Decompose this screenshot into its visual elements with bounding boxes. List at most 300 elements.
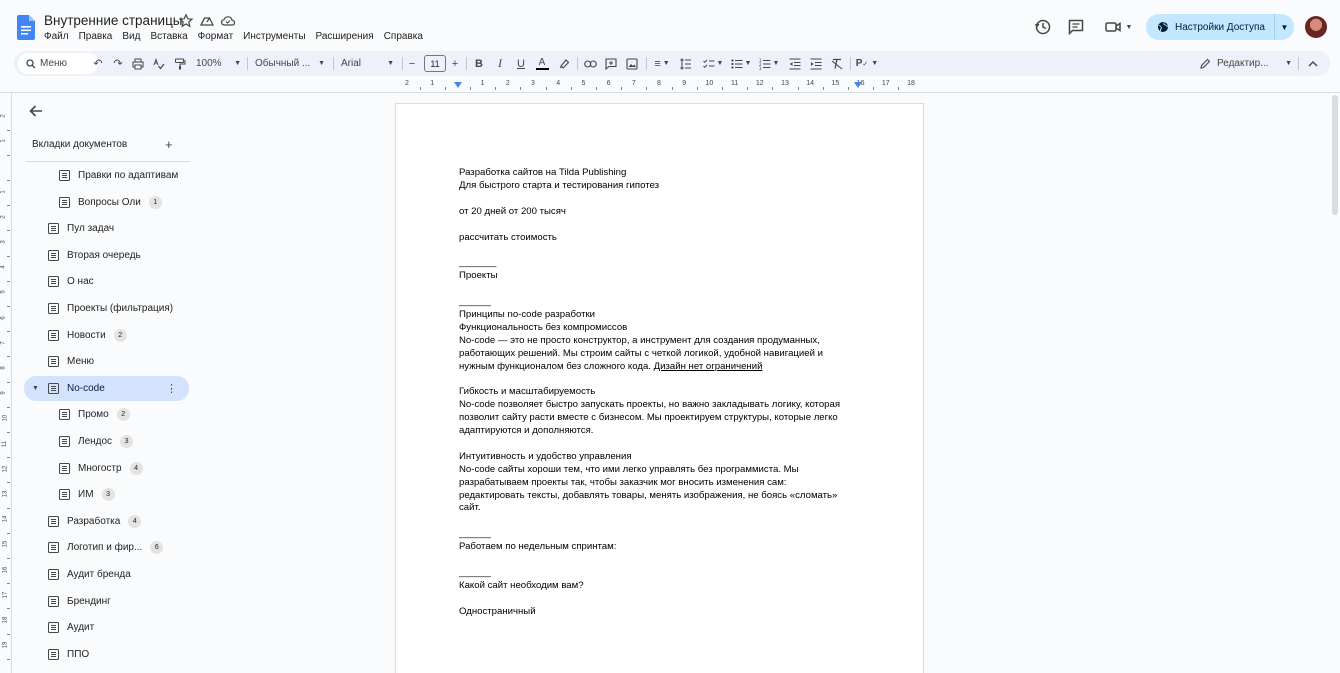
svg-text:2: 2 (758, 61, 762, 67)
toolbar-divider (646, 57, 647, 70)
vruler-number: 2 (0, 114, 7, 118)
toolbar-divider (577, 57, 578, 70)
vertical-ruler[interactable] (0, 93, 12, 673)
document-paragraph[interactable] (459, 490, 859, 503)
document-paragraph[interactable] (459, 232, 859, 245)
subtab-count-badge: 2 (117, 408, 130, 421)
ruler-number: 1 (430, 80, 435, 87)
vruler-tick (7, 331, 10, 332)
empty-paragraph[interactable] (459, 515, 859, 528)
collapse-menus-icon[interactable] (1306, 55, 1320, 72)
toolbar-divider (333, 57, 334, 70)
paragraph-text: Функциональность без компромиссов (459, 321, 628, 333)
ruler-number: 8 (657, 80, 661, 87)
vruler-tick (7, 155, 10, 156)
decrease-indent-icon[interactable] (788, 55, 802, 72)
vruler-tick (7, 583, 10, 584)
document-paragraph[interactable] (459, 257, 859, 270)
vruler-tick (7, 205, 10, 206)
vruler-tick (7, 281, 10, 282)
paragraph-text: Гибкость и масштабируемость (459, 386, 596, 398)
tab-options-icon[interactable]: ⋮ (166, 382, 177, 395)
document-tab-icon (48, 223, 59, 234)
document-paragraph[interactable] (459, 541, 859, 554)
font-select[interactable] (341, 55, 394, 72)
move-to-drive-icon[interactable] (199, 13, 215, 29)
editing-mode-label: Редактир... (1217, 58, 1269, 69)
tab-item[interactable] (24, 509, 189, 534)
paragraph-text: No-code позволяет быстро запускать проекты, но важно закладывать логику, которая (459, 399, 841, 411)
toolbar-divider (1298, 57, 1299, 70)
vruler-tick (7, 659, 10, 660)
document-tab-icon (48, 250, 59, 261)
vruler-tick (7, 533, 10, 534)
document-tab-icon (59, 489, 70, 500)
ruler-number: 15 (831, 80, 840, 87)
ruler-tick (798, 87, 799, 90)
add-tab-icon[interactable]: + (165, 137, 173, 152)
tab-item-label: No-code (67, 382, 105, 394)
document-tab-icon (59, 197, 70, 208)
font-caret-icon: ▼ (387, 60, 394, 67)
ruler-number: 4 (556, 80, 561, 87)
vruler-number: 13 (2, 490, 9, 498)
menu-file[interactable]: Файл (44, 31, 69, 42)
print-icon[interactable] (131, 55, 145, 72)
vruler-tick (7, 508, 10, 509)
ruler-number: 7 (631, 80, 636, 87)
paragraph-text: нужным функционалом без сложного кода. (459, 360, 654, 372)
vruler-number: 8 (0, 366, 7, 370)
vruler-number: 7 (0, 341, 7, 345)
vruler-number: 1 (0, 139, 7, 143)
italic-icon[interactable]: I (498, 56, 502, 70)
document-paragraph[interactable] (459, 580, 859, 593)
document-tab-icon (48, 516, 59, 527)
menu-help[interactable]: Справка (383, 31, 423, 42)
vruler-tick (7, 306, 10, 307)
paragraph-text: Принципы no-code разработки (459, 308, 596, 320)
ruler-tick (546, 87, 547, 90)
tab-item[interactable] (24, 163, 189, 188)
tabs-divider (26, 161, 190, 162)
empty-paragraph[interactable] (459, 283, 859, 296)
ruler-tick (520, 87, 521, 90)
document-paragraph[interactable] (459, 425, 859, 438)
paragraph-text: Для быстрого старта и тестирования гипотез (459, 179, 660, 191)
meet-dropdown-icon[interactable]: ▼ (1125, 23, 1133, 31)
document-paragraph[interactable] (459, 309, 859, 322)
empty-paragraph[interactable] (459, 193, 859, 206)
document-paragraph[interactable] (459, 528, 859, 541)
tab-item[interactable] (24, 482, 189, 507)
insert-link-icon[interactable] (583, 55, 597, 72)
underline-icon[interactable]: U (517, 57, 525, 70)
tab-item[interactable] (24, 642, 189, 667)
right-indent-marker[interactable] (854, 82, 862, 88)
horizontal-ruler[interactable] (395, 80, 924, 92)
paragraph-text: работающих решений. Мы строим сайты с четкой логикой, удобной навигацией и (459, 347, 823, 359)
vruler-tick (7, 634, 10, 635)
tab-item-label: Аудит бренда (67, 569, 131, 580)
tab-item[interactable] (24, 402, 189, 427)
ruler-tick (722, 87, 723, 90)
comments-icon[interactable] (1065, 16, 1087, 38)
font-size-input[interactable]: 11 (424, 55, 446, 72)
svg-text:1: 1 (758, 57, 762, 63)
document-tab-icon (59, 436, 70, 447)
document-paragraph[interactable] (459, 464, 859, 477)
tab-item[interactable] (24, 269, 189, 294)
editing-mode-caret-icon: ▼ (1285, 60, 1292, 67)
tab-item-label: Логотип и фир... (67, 542, 143, 554)
ruler-number: 16 (856, 80, 865, 87)
vruler-number: 3 (0, 240, 7, 244)
ruler-number: 9 (682, 80, 687, 87)
document-tab-icon (59, 463, 70, 474)
share-label: Настройки Доступа (1175, 21, 1265, 33)
ruler-number: 18 (907, 80, 915, 87)
insert-image-icon[interactable] (625, 55, 639, 72)
vruler-number: 17 (2, 591, 9, 599)
ruler-tick (848, 87, 849, 90)
vruler-number: 10 (2, 415, 9, 422)
clear-formatting-icon[interactable] (830, 55, 844, 72)
ruler-number: 10 (705, 80, 714, 87)
document-paragraph[interactable] (459, 206, 859, 219)
tab-item-label: Вторая очередь (67, 249, 141, 261)
document-link[interactable]: Дизайн нет ограничений (653, 360, 763, 372)
empty-paragraph[interactable] (459, 244, 859, 257)
decrease-font-size-icon[interactable]: − (408, 57, 416, 70)
document-tabs-sidebar (14, 93, 197, 673)
text-color-icon[interactable]: A (534, 55, 550, 72)
ruler-tick (898, 87, 899, 90)
zoom-value: 100% (196, 58, 222, 69)
vruler-number: 18 (2, 616, 9, 624)
toolbar-divider (850, 57, 851, 70)
expand-caret-icon[interactable]: ▼ (32, 384, 39, 392)
vruler-number: 9 (0, 391, 7, 395)
paragraph-text: рассчитать стоимость (459, 231, 557, 243)
empty-paragraph[interactable] (459, 438, 859, 451)
document-tab-icon (48, 622, 59, 633)
ruler-number: 13 (781, 80, 789, 87)
menu-search-input[interactable] (18, 53, 98, 74)
subtab-count-badge: 4 (130, 462, 143, 475)
paragraph-text: от 20 дней от 200 тысяч (459, 205, 566, 217)
document-paragraph[interactable] (459, 502, 859, 515)
ruler-tick (621, 87, 622, 90)
ruler-number: 12 (755, 80, 764, 87)
tab-item-label: Пул задач (67, 223, 115, 235)
share-button[interactable] (1146, 14, 1294, 40)
vruler-number: 1 (0, 189, 7, 194)
toolbar (14, 51, 1330, 76)
paragraph-text: _______ (459, 257, 497, 269)
empty-paragraph[interactable] (459, 593, 859, 606)
tab-item[interactable] (24, 589, 189, 614)
paragraph-text: Проекты (459, 270, 498, 282)
ruler-tick (672, 87, 673, 90)
meet-icon[interactable] (1100, 16, 1136, 38)
vruler-tick (7, 407, 10, 408)
paragraph-text: позволит сайту расти вместе с бизнесом. Мы проектируем структуры, которые легко (459, 412, 838, 424)
font-value: Arial (341, 58, 362, 69)
add-comment-icon[interactable] (604, 55, 618, 72)
tab-item[interactable] (24, 456, 189, 481)
paragraph-text: редактировать тексты, добавлять товары, менять изображения, не боясь «сломать» (459, 489, 838, 501)
spellcheck-icon[interactable] (152, 55, 166, 72)
menu-extensions[interactable]: Расширения (315, 31, 374, 42)
paragraph-text: Разработка сайтов на Tilda Publishing (459, 167, 627, 178)
paragraph-text: Одностраничный (459, 605, 536, 617)
document-tab-icon (48, 596, 59, 607)
cloud-status-icon[interactable] (220, 13, 236, 29)
tab-item[interactable] (24, 296, 189, 321)
vruler-number: 14 (2, 515, 9, 523)
tab-item-label: ИМ (78, 489, 94, 501)
paint-format-icon[interactable] (173, 55, 187, 72)
vruler-tick (7, 230, 10, 231)
document-tab-icon (48, 649, 59, 660)
menu-format[interactable]: Формат (197, 31, 234, 42)
back-arrow-icon[interactable] (28, 103, 44, 119)
ruler-number: 2 (505, 80, 510, 87)
vruler-tick (7, 180, 10, 181)
vruler-number: 5 (0, 290, 7, 295)
ruler-number: 1 (480, 80, 485, 87)
document-body[interactable] (459, 167, 859, 619)
empty-paragraph[interactable] (459, 554, 859, 567)
vruler-tick (7, 256, 10, 257)
document-paragraph[interactable] (459, 606, 859, 619)
vruler-tick (7, 432, 10, 433)
document-tab-icon (48, 383, 59, 394)
subtab-count-badge: 3 (102, 488, 115, 501)
paragraph-text: Интуитивность и удобство управления (459, 450, 632, 462)
document-paragraph[interactable] (459, 348, 859, 361)
subtab-count-badge: 4 (128, 515, 141, 528)
version-history-icon[interactable] (1032, 16, 1054, 38)
tab-item-label: Аудит (67, 622, 95, 634)
star-icon[interactable] (178, 13, 194, 29)
vruler-number: 4 (0, 265, 7, 269)
paragraph-style-value: Обычный ... (255, 58, 311, 69)
account-avatar[interactable] (1305, 16, 1327, 38)
vruler-tick (7, 558, 10, 559)
menu-view[interactable]: Вид (122, 31, 141, 42)
tab-item[interactable] (24, 323, 189, 348)
paragraph-style-select[interactable] (255, 55, 325, 72)
document-page[interactable] (395, 103, 924, 673)
tab-item-label: Меню (67, 356, 95, 368)
google-docs-logo-icon[interactable] (17, 15, 35, 40)
numbered-list-icon[interactable]: 1 2 3 ▼ (758, 57, 780, 71)
tab-item-label: ППО (67, 648, 90, 660)
vruler-number: 2 (0, 215, 7, 219)
zoom-caret-icon: ▼ (234, 60, 241, 67)
align-icon[interactable]: ≡ ▼ (654, 57, 670, 70)
tab-item-label: Новости (67, 329, 106, 341)
subtab-count-badge: 3 (120, 435, 133, 448)
ruler-number: 3 (531, 80, 535, 87)
paragraph-text: адаптируются и дополняются. (459, 425, 594, 437)
ruler-number: 11 (730, 80, 739, 87)
share-main-button[interactable] (1146, 14, 1274, 40)
tabs-header: Вкладки документов (32, 139, 128, 150)
paragraph-text: сайт. (459, 502, 481, 514)
ruler-tick (646, 87, 647, 90)
menu-edit[interactable]: Правка (78, 31, 113, 42)
ruler-tick (823, 87, 824, 90)
document-tab-icon (48, 356, 59, 367)
paragraph-text: Работаем по недельным спринтам: (459, 541, 617, 553)
tab-item[interactable] (24, 349, 189, 374)
menu-tools[interactable]: Инструменты (243, 31, 306, 42)
document-tab-icon (48, 330, 59, 341)
document-paragraph[interactable] (459, 386, 859, 399)
empty-paragraph[interactable] (459, 219, 859, 232)
subtab-count-badge: 1 (149, 196, 162, 209)
vruler-number: 12 (2, 465, 9, 473)
document-paragraph[interactable] (459, 412, 859, 425)
menu-search-label: Меню (40, 58, 68, 69)
tab-item-label: Многостр (78, 462, 122, 474)
vruler-number: 11 (2, 440, 9, 447)
ruler-number: 6 (606, 80, 611, 87)
ruler-tick (470, 87, 471, 90)
ruler-tick (420, 87, 421, 90)
tab-item[interactable] (24, 216, 189, 241)
search-icon (26, 59, 36, 69)
ruler-number: 5 (581, 80, 586, 87)
bulleted-list-icon[interactable]: ▼ (730, 55, 752, 72)
ruler-tick (445, 87, 446, 90)
paragraph-text: No-code сайты хороши тем, что ими легко управлять без программиста. Мы (459, 463, 799, 475)
vruler-tick (7, 457, 10, 458)
left-indent-marker[interactable] (454, 82, 462, 88)
ruler-number: 17 (881, 80, 890, 87)
editing-mode-select[interactable] (1200, 55, 1292, 72)
vruler-tick (7, 608, 10, 609)
document-paragraph[interactable] (459, 361, 859, 374)
ruler-tick (596, 87, 597, 90)
pencil-icon (1200, 58, 1211, 69)
document-paragraph[interactable] (459, 296, 859, 309)
tab-item[interactable] (24, 376, 189, 401)
empty-paragraph[interactable] (459, 373, 859, 386)
document-tab-icon (48, 276, 59, 287)
document-paragraph[interactable] (459, 567, 859, 580)
tab-item[interactable] (24, 243, 189, 268)
document-paragraph[interactable] (459, 322, 859, 335)
paragraph-text: разрабатываем проекты так, чтобы заказчик мог вносить изменения сам: (459, 476, 787, 488)
vertical-scrollbar[interactable] (1330, 93, 1340, 673)
tab-item-label: Разработка (67, 515, 121, 527)
scroll-thumb[interactable] (1332, 95, 1338, 215)
tab-item[interactable] (24, 535, 189, 560)
paragraph-text: ______ (459, 296, 492, 307)
document-paragraph[interactable] (459, 180, 859, 193)
document-tab-icon (59, 170, 70, 181)
increase-indent-icon[interactable] (809, 55, 823, 72)
toolbar-divider (247, 57, 248, 70)
document-tab-icon (48, 569, 59, 580)
tab-item-label: О нас (67, 276, 94, 288)
vruler-tick (7, 382, 10, 383)
tab-item-label: Правки по адаптивам (78, 170, 179, 181)
toolbar-divider (466, 57, 467, 70)
paragraph-text: No-code — это не просто конструктор, а инструмент для создания продуманных, (459, 334, 820, 346)
tab-item-label: Лендос (78, 436, 113, 447)
document-title[interactable]: Внутренние страницы (44, 13, 183, 28)
undo-icon[interactable]: ↶ (93, 58, 103, 70)
vruler-tick (7, 482, 10, 483)
ruler-divider (0, 92, 1340, 93)
bold-icon[interactable]: B (475, 57, 483, 70)
zoom-select[interactable] (196, 55, 241, 72)
document-tab-icon (59, 409, 70, 420)
tab-item-label: Промо (78, 409, 109, 421)
checklist-icon[interactable]: ▼ (702, 55, 724, 72)
subtab-count-badge: 6 (150, 541, 163, 554)
ruler-tick (495, 87, 496, 90)
menu-bar (44, 31, 423, 42)
document-paragraph[interactable] (459, 270, 859, 283)
document-paragraph[interactable] (459, 335, 859, 348)
redo-icon[interactable]: ↷ (113, 58, 123, 70)
tab-item[interactable] (24, 429, 189, 454)
vruler-number: 6 (0, 315, 7, 320)
ruler-tick (873, 87, 874, 90)
document-paragraph[interactable] (459, 477, 859, 490)
style-caret-icon: ▼ (318, 60, 325, 67)
ruler-tick (697, 87, 698, 90)
document-paragraph[interactable] (459, 399, 859, 412)
toolbar-divider (402, 57, 403, 70)
vruler-tick (7, 130, 10, 131)
vruler-number: 16 (2, 566, 9, 573)
svg-text:3: 3 (758, 65, 762, 71)
menu-insert[interactable]: Вставка (150, 31, 188, 42)
highlight-color-icon[interactable] (557, 55, 571, 72)
tab-item[interactable] (24, 562, 189, 587)
globe-icon (1157, 21, 1169, 33)
input-tools-icon[interactable]: P ✓ ▼ (855, 58, 879, 69)
increase-font-size-icon[interactable]: + (451, 57, 459, 70)
document-tab-icon (48, 542, 59, 553)
title-bar (0, 0, 1340, 50)
ruler-tick (571, 87, 572, 90)
paragraph-text: ______ (459, 528, 492, 540)
ruler-number: 2 (405, 80, 409, 87)
document-paragraph[interactable] (459, 167, 859, 180)
ruler-number: 14 (806, 80, 815, 87)
document-paragraph[interactable] (459, 451, 859, 464)
ruler-tick (772, 87, 773, 90)
share-dropdown-icon[interactable]: ▼ (1274, 14, 1294, 40)
paragraph-text: ______ (459, 566, 492, 578)
subtab-count-badge: 2 (114, 329, 127, 342)
line-spacing-icon[interactable] (679, 55, 693, 72)
vruler-number: 15 (2, 541, 9, 548)
tab-item[interactable] (24, 615, 189, 640)
tab-item-label: Брендинг (67, 595, 111, 607)
document-tab-icon (48, 303, 59, 314)
tab-item-label: Вопросы Оли (78, 196, 141, 208)
tab-item[interactable] (24, 190, 189, 215)
